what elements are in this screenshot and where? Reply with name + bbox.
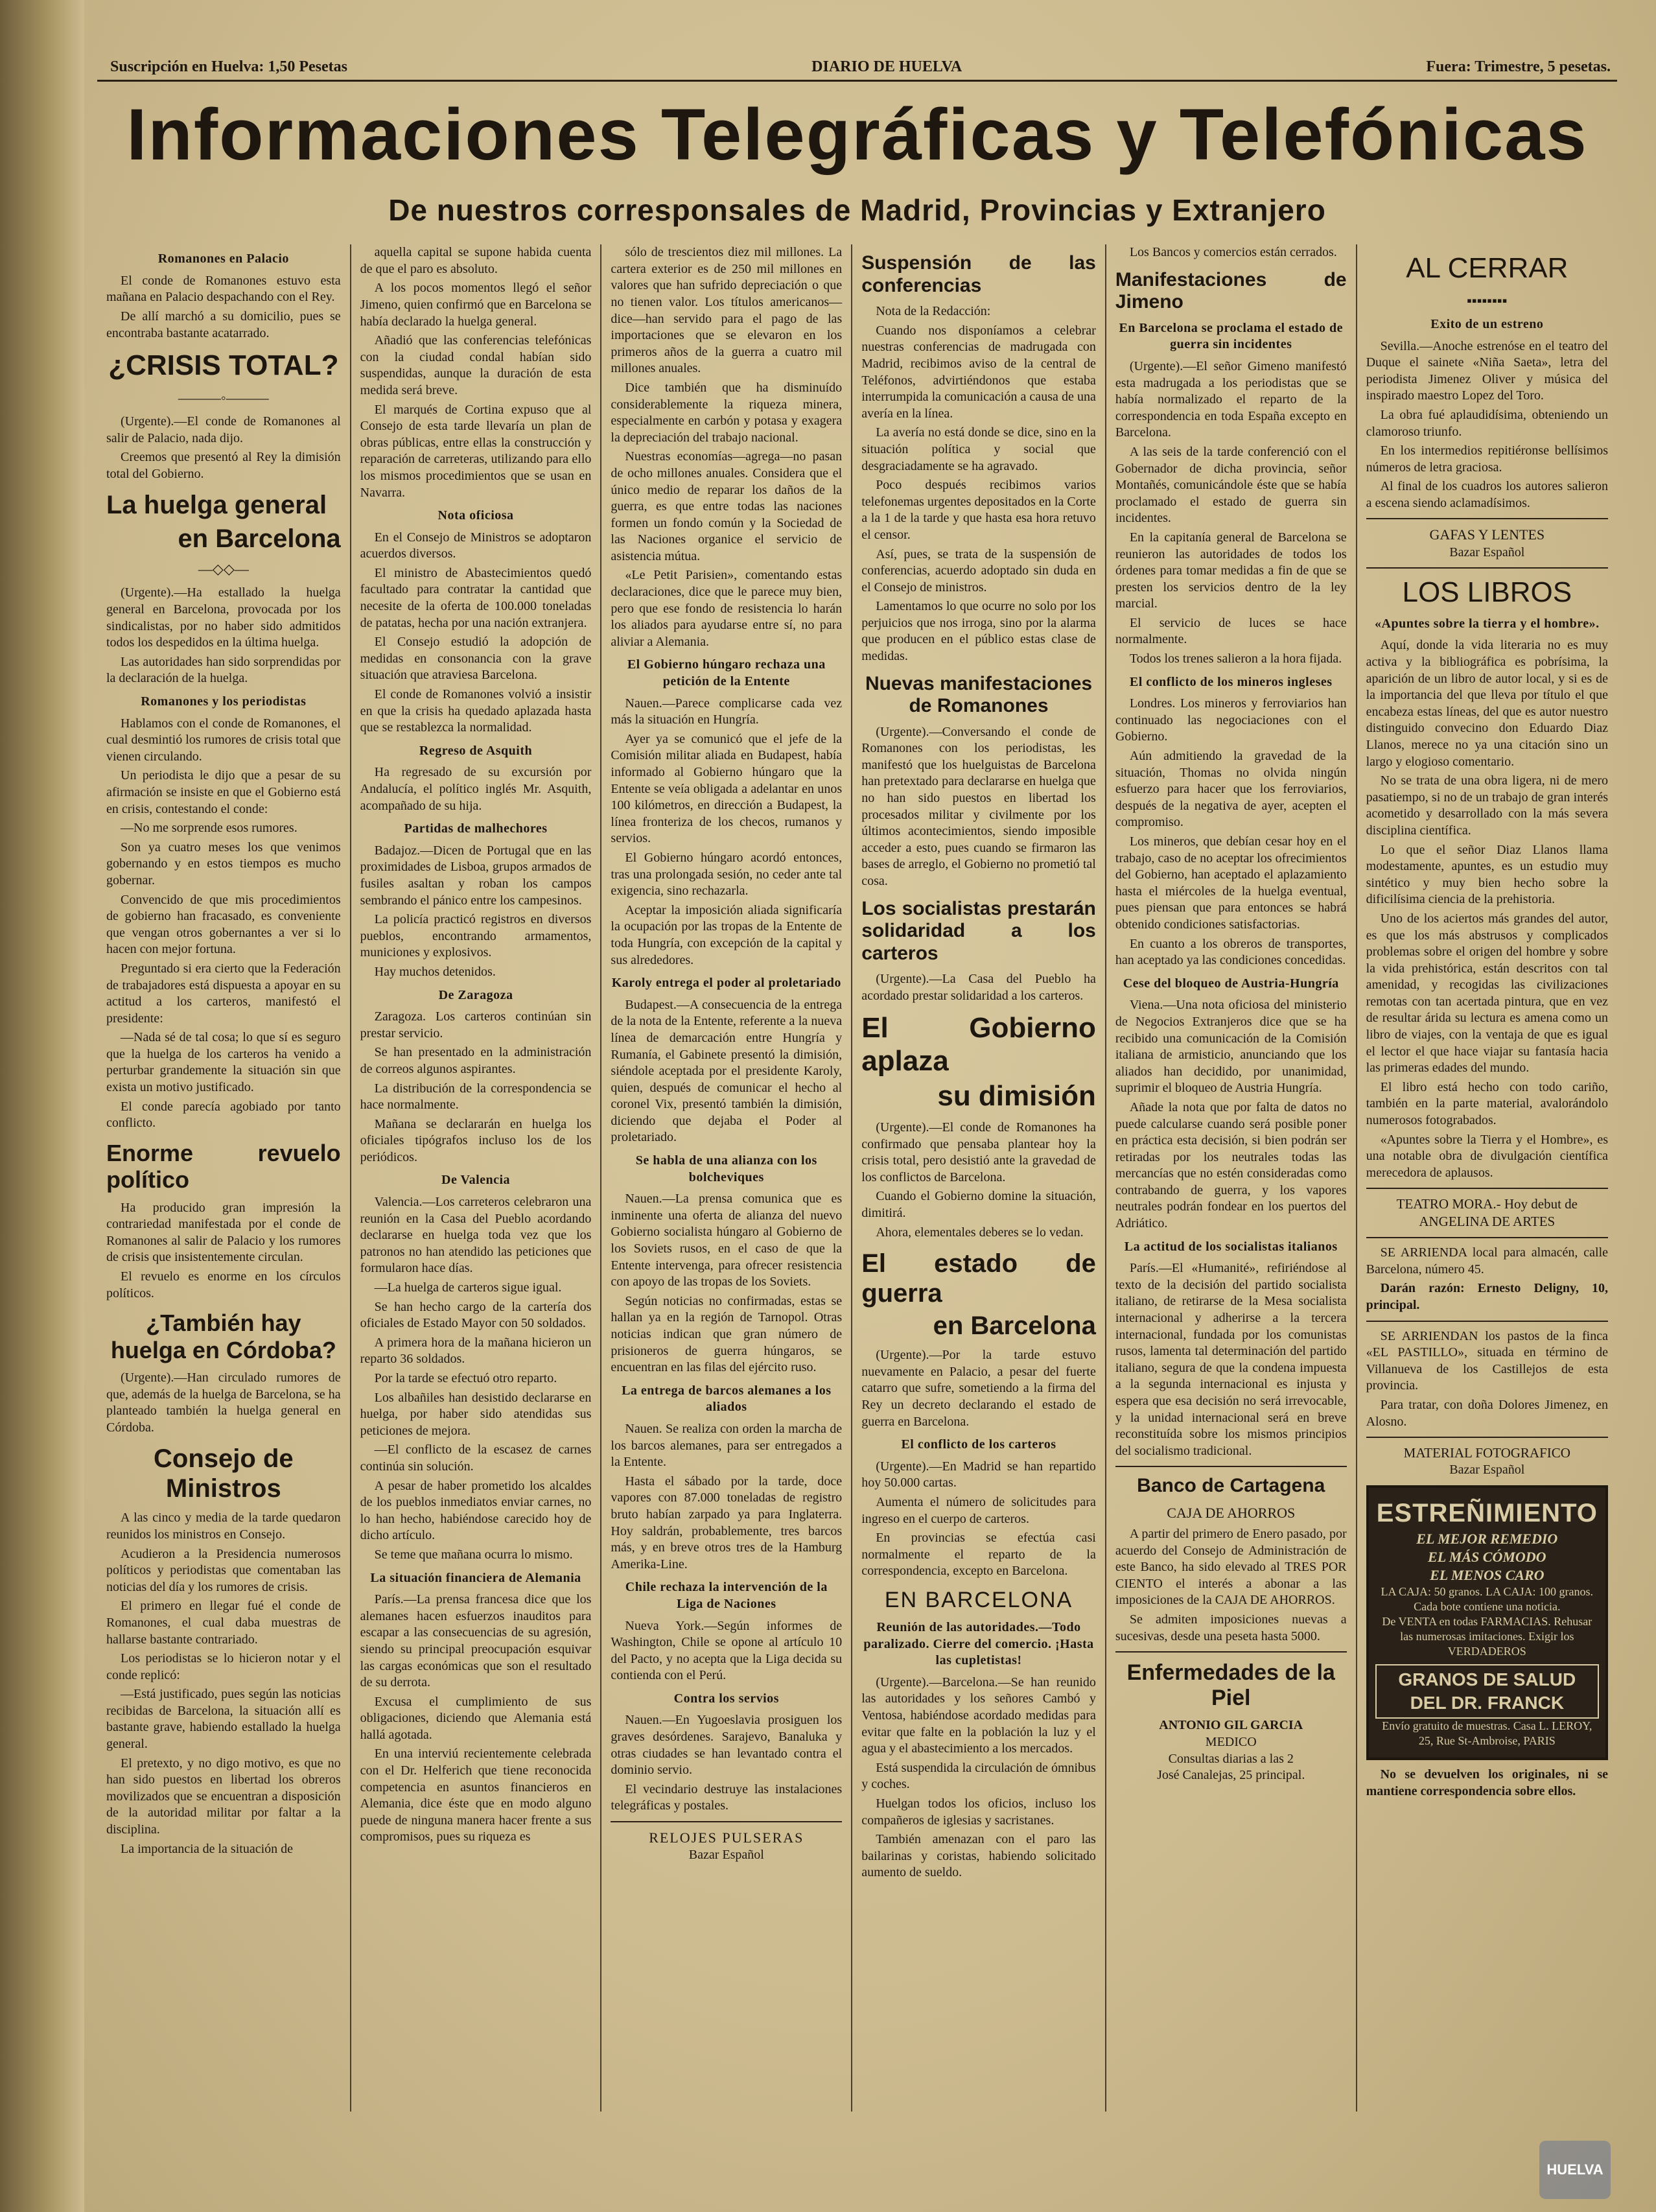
- paragraph: (Urgente).—Por la tarde estuvo nuevamente en Palacio, a pesar del fuerte catarro que sufre, sometiendo a la firma del Rey un decreto declarando el estado de guerra en Barcelona.: [861, 1348, 1096, 1429]
- paragraph: (Urgente).—Barcelona.—Se han reunido las autoridades y los señores Cambó y Ventosa, habiéndose acordado medidas para evitar que falte en la población la luz y el agua y el abastecimiento a los mercados.: [861, 1675, 1096, 1756]
- section-title: Nota oficiosa: [437, 508, 514, 523]
- paragraph: —La huelga de carteros sigue igual.: [374, 1280, 562, 1295]
- paragraph: Uno de los aciertos más grandes del autor, es que los más abstrusos y complicados problemas sobre el origen del hombre y sobre la vida prehistórica, están descritos con tal amenidad, y recogidas las civilizaciones remotas con tan acertada pintura, que en vez de resultar árida su lectura es amena como un libro de viajes, con la ventaja de que es igual el lector el que hace viajar su fantasía hacia las primeras edades del mundo.: [1366, 911, 1608, 1076]
- editorial-notice: No se devuelven los originales, ni se mantiene correspondencia sobre ellos.: [1366, 1767, 1608, 1798]
- paragraph: Budapest.—A consecuencia de la entrega de la nota de la Entente, referente a la nueva línea de demarcación entre Hungría y Rumanía, el Gabinete presentó la dimisión, siéndole aceptada por el presidente Karoly, quien, después de comunicar el hecho al coronel Vix, presentó también la dimisión, diciendo que dejaba el Poder al proletariado.: [611, 997, 843, 1145]
- paragraph: A las seis de la tarde conferenció con el Gobernador de dicha provincia, señor Montañés, comunicándole éste que se había proclamado el estado de guerra sin incidentes.: [1115, 444, 1347, 526]
- column-6: [1357, 244, 1617, 2112]
- column-5: [1106, 244, 1357, 2112]
- paragraph: La obra fué aplaudidísima, obteniendo un clamoroso triunfo.: [1366, 407, 1608, 439]
- paragraph: También amenazan con el paro las bailarinas y coristas, habiendo solicitado aumento de sueldo.: [861, 1832, 1096, 1880]
- paragraph: París.—El «Humanité», refiriéndose al texto de la decisión del partido socialista italiano, de retirarse de la Mesa socialista internacional y adherirse a la tercera internacional, fundada por los comunistas rusos, lamenta tal determinación del partido italiano, segura de que la condena impuesta a la segunda internacional es injusta y espera que esa decisión no será irrevocable, y la unidad internacional será en breve reconstituída sobre los mismos principios del socialismo tradicional.: [1115, 1261, 1347, 1458]
- headline-huelga-line2: en Barcelona: [178, 524, 341, 554]
- paragraph: (Urgente).—El conde de Romanones ha confirmado que pensaba plantear hoy la crisis total, pero desistió ante la gravedad de los conflictos de Barcelona.: [861, 1120, 1096, 1184]
- paragraph: sólo de trescientos diez mil millones. La cartera exterior es de 250 mil millones en valores que han sufrido depreciación o que no tienen valor. Los títulos americanos—dice—han servido para el pago de las importaciones que se elevaron en los primeros años de la guerra a cuatro mil millones anuales.: [611, 245, 843, 376]
- headline-revuelo: Enorme revuelo político: [106, 1139, 341, 1194]
- paragraph: El marqués de Cortina expuso que al Consejo de esta tarde llevaría un plan de obras públicas, entre ellas la construcción y reparación de carreteras, utilizando para ello los mismos procedimientos que se usan en Navarra.: [360, 402, 592, 500]
- paragraph: —No me sorprende esos rumores.: [121, 821, 297, 836]
- paragraph: Nuestras economías—agrega—no pasan de ocho millones anuales. Considera que el único medio de reparar los daños de la guerra, es que entre todas las naciones formen un fondo común y la Sociedad de las Naciones organice el servicio de asistencia mútua.: [611, 449, 843, 563]
- paragraph: El vecindario destruye las instalaciones telegráficas y postales.: [611, 1782, 843, 1813]
- paragraph: Los mineros, que debían cesar hoy en el trabajo, caso de no aceptar los ofrecimientos del Gobierno, han aceptado el aplazamiento hasta el miércoles de la huelga eventual, pues piensan que para entonces se habrá obtenido condiciones satisfactorias.: [1115, 834, 1347, 932]
- section-title: De Zaragoza: [438, 987, 513, 1002]
- headline-al-cerrar: AL CERRAR: [1406, 252, 1569, 285]
- paragraph: (Urgente).—El señor Gimeno manifestó esta madrugada a los periodistas que se había normalizado el reparto de la correspondencia en toda España excepto en Barcelona.: [1115, 359, 1347, 440]
- paragraph: En cuanto a los obreros de transportes, han aceptado ya las condiciones concedidas.: [1115, 936, 1347, 968]
- paragraph: El ministro de Abastecimientos quedó facultado para contratar la cantidad que necesite de la oferta de 100.000 toneladas de patatas, hecha por una nación extranjera.: [360, 565, 592, 630]
- section-title: Karoly entrega el poder al proletariado: [611, 976, 841, 991]
- paragraph: El servicio de luces se hace normalmente.: [1115, 615, 1347, 647]
- divider: [1366, 1188, 1608, 1189]
- paragraph: Ha producido gran impresión la contrariedad manifestada por el conde de Romanones al salir de Palacio y los rumores de crisis que insistentemente circulan.: [106, 1200, 341, 1265]
- headline-consejo: Consejo de Ministros: [154, 1444, 294, 1503]
- paragraph: El Gobierno húngaro acordó entonces, tras una prolongada sesión, no ceder ante tal exigencia, sino rechazarla.: [611, 850, 843, 899]
- column-3: [601, 244, 852, 2112]
- paragraph: Cuando el Gobierno domine la situación, dimitirá.: [861, 1189, 1096, 1221]
- paragraph: Se teme que mañana ocurra lo mismo.: [374, 1547, 573, 1562]
- divider: [1366, 518, 1608, 519]
- paragraph: —Nada sé de tal cosa; lo que sí es seguro que la huelga de los carteros ha venido a perturbar grandemente la situación sin que exista un motivo justificado.: [106, 1030, 341, 1095]
- section-title: La situación financiera de Alemania: [370, 1570, 581, 1585]
- section-title: De Valencia: [441, 1173, 511, 1188]
- paragraph: Se admiten imposiciones nuevas a sucesivas, desde una peseta hasta 5000.: [1115, 1612, 1347, 1643]
- ornament: ▪▪▪▪▪▪▪▪: [1467, 292, 1508, 309]
- section-title: Romanones y los periodistas: [141, 694, 307, 709]
- ad-piel-name: ANTONIO GIL GARCIA: [1159, 1718, 1303, 1733]
- paragraph: Nueva York.—Según informes de Washington, Chile se opone al artículo 10 del Pacto, y no acepta que la Liga decida su contienda con el Perú.: [611, 1618, 843, 1683]
- header-subscription-local: Suscripción en Huelva: 1,50 Pesetas: [110, 58, 347, 75]
- paragraph: (Urgente).—El conde de Romanones al salir de Palacio, nada dijo.: [106, 414, 341, 445]
- section-title: Partidas de malhechores: [404, 821, 548, 836]
- paragraph: La policía practicó registros en diversos pueblos, encontrando armamentos, municiones y explosivos.: [360, 912, 592, 960]
- ad-estrenimiento: [1366, 1485, 1608, 1761]
- page-header: [97, 58, 1617, 82]
- ad-piel-address: José Canalejas, 25 principal.: [1157, 1768, 1305, 1783]
- masthead-title: Informaciones Telegráficas y Telefónicas: [126, 94, 1588, 175]
- ad-teatro: TEATRO MORA.- Hoy debut de ANGELINA DE ARTES: [1396, 1196, 1578, 1230]
- paragraph: Ha regresado de su excursión por Andalucía, el político inglés Mr. Asquith, acompañado de su hija.: [360, 765, 592, 813]
- section-title: El Gobierno húngaro rechaza una petición de la Entente: [627, 657, 826, 689]
- section-title: La entrega de barcos alemanes a los aliados: [622, 1383, 832, 1415]
- paragraph: En el Consejo de Ministros se adoptaron acuerdos diversos.: [360, 530, 592, 561]
- header-subscription-outside: Fuera: Trimestre, 5 pesetas.: [1426, 58, 1611, 75]
- paragraph: Nauen.—Parece complicarse cada vez más la situación en Hungría.: [611, 696, 843, 727]
- paragraph: El libro está hecho con todo cariño, también en la parte material, avalorándolo numerosos fotograbados.: [1366, 1079, 1608, 1128]
- headline-socialistas: Los socialistas prestarán solidaridad a los carteros: [861, 897, 1096, 964]
- paragraph: (Urgente).—En Madrid se han repartido hoy 50.000 cartas.: [861, 1459, 1096, 1490]
- paragraph: «Apuntes sobre la Tierra y el Hombre», es una notable obra de divulgación científica merecedora de aplausos.: [1366, 1132, 1608, 1180]
- paragraph: (Urgente).—Conversando el conde de Romanones con los periodistas, les manifestó que los huelguistas de Barcelona han pretextado para declararse en huelga que no han sido puestos en libertad los procesados militar y civilmente por los últimos acontecimientos, siendo imposible acceder a esto, pues cuando se firmaron las bases de arreglo, el Gobierno no prometió tal cosa.: [861, 724, 1096, 888]
- divider: [1366, 1237, 1608, 1238]
- paragraph: Nota de la Redacción:: [876, 304, 991, 319]
- headline-en-barcelona: EN BARCELONA: [884, 1587, 1073, 1612]
- ad-foto: MATERIAL FOTOGRAFICO: [1403, 1445, 1570, 1461]
- paragraph: Así, pues, se trata de la suspensión de conferencias, acuerdo adoptado sin duda en el Consejo de ministros.: [861, 547, 1096, 594]
- ad-estrenimiento-line: EL MENOS CARO: [1430, 1567, 1545, 1584]
- paragraph: Mañana se declararán en huelga los oficiales tipógrafos incluso los de los periódicos.: [360, 1116, 592, 1164]
- headline-estado-line2: en Barcelona: [933, 1312, 1096, 1341]
- headline-los-libros: LOS LIBROS: [1402, 576, 1572, 609]
- paragraph: En los intermedios repitiéronse bellísimos números de letra graciosa.: [1366, 443, 1608, 475]
- headline-suspension: Suspensión de las conferencias: [861, 252, 1096, 296]
- ad-banco-subtitle: CAJA DE AHORROS: [1167, 1504, 1296, 1521]
- paragraph: Cuando nos disponíamos a celebrar nuestras conferencias de madrugada con Madrid, recibimos aviso de la central de Teléfonos, advirtiéndonos que estaba interrumpida la comunicación a causa de una avería en la línea.: [861, 323, 1096, 421]
- paragraph: (Urgente).—Ha estallado la huelga general en Barcelona, provocada por los sindicalistas, por no haber sido admitidos todos los despedidos en la última huelga.: [106, 585, 341, 650]
- ad-relojes: RELOJES PULSERAS: [649, 1830, 804, 1846]
- paragraph: Aumenta el número de solicitudes para ingreso en el cuerpo de carteros.: [861, 1494, 1096, 1526]
- paragraph: Un periodista le dijo que a pesar de su afirmación se insiste en que el Gobierno está en crisis, contestando el conde:: [106, 768, 341, 816]
- paragraph: El pretexto, y no digo motivo, es que no han sido puestos en libertad los obreros movilizados que se encuentran a disposición de la autoridad militar por faltar a la disciplina.: [106, 1756, 341, 1837]
- ad-piel-profession: MEDICO: [1205, 1734, 1257, 1749]
- classified-ad: Darán razón: Ernesto Deligny, 10, principal.: [1366, 1281, 1608, 1312]
- classified-ad: Para tratar, con doña Dolores Jimenez, en Alosno.: [1366, 1397, 1608, 1429]
- archive-stamp: HUELVA: [1539, 2141, 1611, 2199]
- paragraph: Convencido de que mis procedimientos de gobierno han fracasado, es conveniente que vengan otros gobernantes a ver si lo hacen con mejor fortuna.: [106, 892, 341, 957]
- section-title: La actitud de los socialistas italianos: [1124, 1239, 1338, 1254]
- ad-estrenimiento-line: EL MÁS CÓMODO: [1428, 1548, 1546, 1565]
- headline-aplaza-line2: su dimisión: [937, 1080, 1096, 1112]
- headline-huelga-line1: La huelga general: [106, 491, 327, 520]
- ad-gafas-store: Bazar Español: [1449, 545, 1525, 559]
- paragraph: Poco después recibimos varios telefonemas urgentes depositados en la Corte a la 1 de la tarde y que hasta esa hora retuvo el censor.: [861, 478, 1096, 542]
- paragraph: Según noticias no confirmadas, estas se hallan ya en la región de Tarnopol. Otras noticias indican que gran número de prisioneros de guerra húngaros, se encuentran en las filas del ejército ruso.: [611, 1293, 843, 1375]
- paragraph: (Urgente).—La Casa del Pueblo ha acordado prestar solidaridad a los carteros.: [861, 972, 1096, 1003]
- paragraph: Añadió que las conferencias telefónicas con la ciudad condal habían sido suspendidas, aunque la duración de esta medida será breve.: [360, 333, 592, 397]
- paragraph: Nauen.—La prensa comunica que es inminente una oferta de alianza del nuevo Gobierno socialista húngaro al Gobierno de los Soviets rusos, en el caso de que la Entente intervenga, para ofrecer resistencia con apoyo de las tropas de los Soviets.: [611, 1192, 843, 1289]
- paragraph: El conde parecía agobiado por tanto conflicto.: [106, 1099, 341, 1131]
- paragraph: Viena.—Una nota oficiosa del ministerio de Negocios Extranjeros dice que se ha recibido una comunicación de la Comisión italiana de armisticio, anunciando que los aliados han decidido, por unanimidad, suprimir el bloqueo de Austria Hungría.: [1115, 998, 1347, 1096]
- paragraph: El conde de Romanones volvió a insistir en que la crisis ha quedado aplazada hasta que se restablezca la normalidad.: [360, 687, 592, 735]
- binding-gutter: [0, 0, 84, 2212]
- paragraph: Los periodistas se lo hicieron notar y el conde replicó:: [106, 1651, 341, 1682]
- section-title: Romanones en Palacio: [157, 252, 289, 266]
- paragraph: Los albañiles han desistido declararse en huelga, por haber sido atendidas sus peticiones de mejora.: [360, 1390, 592, 1438]
- section-title: Chile rechaza la intervención de la Liga de Naciones: [625, 1580, 828, 1611]
- paragraph: En la capitanía general de Barcelona se reunieron las autoridades de todos los órdenes para tomar medidas a fin de que se presten los servicios dentro de la ley marcial.: [1115, 530, 1347, 611]
- column-2: [351, 244, 602, 2112]
- paragraph: Zaragoza. Los carteros continúan sin prestar servicio.: [360, 1009, 592, 1041]
- ad-banco-title: Banco de Cartagena: [1137, 1475, 1325, 1497]
- ad-estrenimiento-line: EL MEJOR REMEDIO: [1416, 1530, 1558, 1547]
- divider: [1115, 1651, 1347, 1653]
- paragraph: De allí marchó a su domicilio, pues se encontraba bastante acatarrado.: [106, 309, 341, 340]
- ad-piel-title: Enfermedades de la Piel: [1126, 1660, 1335, 1711]
- paragraph: Preguntado si era cierto que la Federación de trabajadores está dispuesta a apoyar en su actitud a los carteros, manifestó el presidente:: [106, 961, 341, 1026]
- paragraph: El Consejo estudió la adopción de medidas en consonancia con la grave situación que atraviesa Barcelona.: [360, 635, 592, 683]
- paragraph: aquella capital se supone habida cuenta de que el paro es absoluto.: [360, 245, 592, 276]
- paragraph: Ayer ya se comunicó que el jefe de la Comisión militar aliada en Budapest, había informado al Gobierno húngaro que la Entente se veía obligada a adelantar en unos 100 kilómetros, en dirección a Budapest, la línea fronteriza de los checos, rumanos y servios.: [611, 731, 843, 846]
- paragraph: Hay muchos detenidos.: [374, 964, 496, 979]
- paragraph: Excusa el cumplimiento de sus obligaciones, diciendo que Alemania está hallá agotada.: [360, 1694, 592, 1742]
- divider: [1366, 567, 1608, 569]
- paragraph: París.—La prensa francesa dice que los alemanes hacen esfuerzos inauditos para escapar a las consecuencias de su agresión, siendo su principal preocupación esquivar las cargas económicas que son el resultado de su derrota.: [360, 1592, 592, 1690]
- paragraph: A las cinco y media de la tarde quedaron reunidos los ministros en Consejo.: [106, 1511, 341, 1542]
- ad-piel-hours: Consultas diarias a las 2: [1168, 1751, 1294, 1766]
- paragraph: Aceptar la imposición aliada significaría la ocupación por las tropas de la Entente de toda Hungría, con excepción de la capital y sus alrededores.: [611, 902, 843, 967]
- ad-estrenimiento-brand: GRANOS DE SALUD DEL DR. FRANCK: [1375, 1664, 1599, 1719]
- paragraph: «Le Petit Parisien», comentando estas declaraciones, dice que le parece muy bien, pero que ese fondo de resistencia lo harán los aliados para ayudarse entre sí, no para aliviar a Alemania.: [611, 568, 843, 649]
- paragraph: Sevilla.—Anoche estrenóse en el teatro del Duque el sainete «Niña Saeta», letra del periodista Jimenez Oliver y música del inspirado maestro Lopez del Toro.: [1366, 338, 1608, 403]
- ad-estrenimiento-line: Envío gratuito de muestras. Casa L. LEROY, 25, Rue St-Ambroise, PARIS: [1382, 1719, 1592, 1748]
- paragraph: El conde de Romanones estuvo esta mañana en Palacio despachando con el Rey.: [106, 273, 341, 305]
- paragraph: Ahora, elementales deberes se lo vedan.: [876, 1225, 1084, 1240]
- paragraph: A pesar de haber prometido los alcaldes de los pueblos inmediatos enviar carnes, no lo han hecho, habiéndose carecido hoy de dicho artículo.: [360, 1478, 592, 1543]
- paragraph: Badajoz.—Dicen de Portugal que en las proximidades de Lisboa, grupos armados de fusiles asaltan y roban los campos sembrando el pánico entre los campesinos.: [360, 843, 592, 908]
- paragraph: A primera hora de la mañana hicieron un reparto 36 soldados.: [360, 1335, 592, 1367]
- section-title: Cese del bloqueo de Austria-Hungría: [1123, 976, 1339, 991]
- ornament: —◇◇—: [198, 561, 249, 578]
- masthead-subtitle: De nuestros corresponsales de Madrid, Provincias y Extranjero: [388, 193, 1326, 228]
- paragraph: Las autoridades han sido sorprendidas por la declaración de la huelga.: [106, 654, 341, 686]
- paragraph: Lo que el señor Diaz Llanos llama modestamente, apuntes, es un estudio muy sintético y muy bien hecho sobre la dificilísima ciencia de la prehistoria.: [1366, 842, 1608, 907]
- paragraph: —El conflicto de la escasez de carnes continúa sin solución.: [360, 1442, 592, 1474]
- divider: [611, 1821, 842, 1822]
- paragraph: La importancia de la situación de: [121, 1841, 294, 1856]
- paragraph: El primero en llegar fué el conde de Romanones, el cual daba muestras de hallarse bastante contrariado.: [106, 1599, 341, 1647]
- paragraph: Todos los trenes salieron a la hora fijada.: [1129, 652, 1342, 666]
- paragraph: A los pocos momentos llegó el señor Jimeno, quien confirmó que en Barcelona se había declarado la huelga general.: [360, 281, 592, 329]
- paragraph: Valencia.—Los carreteros celebraron una reunión en la Casa del Pueblo acordando declararse en huelga toda vez que los patronos no han atendido las peticiones que formularon hace días.: [360, 1195, 592, 1276]
- ornament: ———◦———: [178, 389, 269, 406]
- column-4: [852, 244, 1106, 2112]
- paragraph: Hasta el sábado por la tarde, doce vapores con 87.000 toneladas de registro bruto habían zarpado ya para Inglaterra. Hoy saldrán, probablemente, tres barcos más, y en breve otros tres de la Hamburg Amerika-Line.: [611, 1474, 843, 1571]
- paragraph: Nauen.—En Yugoeslavia prosiguen los graves desórdenes. Sarajevo, Banaluka y otras ciudades se han levantado contra el dominio servio.: [611, 1713, 843, 1778]
- paragraph: Los Bancos y comercios están cerrados.: [1129, 245, 1337, 260]
- ad-foto-store: Bazar Español: [1449, 1462, 1525, 1477]
- section-title: El conflicto de los mineros ingleses: [1129, 674, 1333, 689]
- article-columns: [97, 244, 1617, 2112]
- paragraph: Huelgan todos los oficios, incluso los compañeros de iglesias y sacristanes.: [861, 1796, 1096, 1828]
- divider: [1366, 1321, 1608, 1322]
- paragraph: Creemos que presentó al Rey la dimisión total del Gobierno.: [106, 450, 341, 481]
- paragraph: El revuelo es enorme en los círculos políticos.: [106, 1269, 341, 1300]
- paragraph: —Está justificado, pues según las noticias recibidas de Barcelona, la situación allí es bastante grave, habiendo estallado la huelga general.: [106, 1687, 341, 1752]
- paragraph: Por la tarde se efectuó otro reparto.: [374, 1371, 557, 1385]
- paragraph: La avería no está donde se dice, sino en la situación política y social que desgraciadamente se ha agravado.: [861, 425, 1096, 473]
- paragraph: Son ya cuatro meses los que venimos gobernando y en estos tiempos es mucho gobernar.: [106, 840, 341, 888]
- headline-cordoba: ¿También hay huelga en Córdoba?: [110, 1310, 336, 1363]
- ad-gafas: GAFAS Y LENTES: [1429, 526, 1545, 543]
- ad-estrenimiento-line: De VENTA en todas FARMACIAS. Rehusar las numerosas imitaciones. Exigir los VERDADEROS: [1382, 1615, 1592, 1658]
- paragraph: Acudieron a la Presidencia numerosos políticos y periodistas que comentaban las noticias del día y los rumores de crisis.: [106, 1546, 341, 1594]
- paragraph: Londres. Los mineros y ferroviarios han continuado las negociaciones con el Gobierno.: [1115, 696, 1347, 744]
- paragraph: Se han presentado en la administración de correos algunos aspirantes.: [360, 1045, 592, 1076]
- classified-ad: SE ARRIENDAN los pastos de la finca «EL PASTILLO», situada en término de Villanueva de los Castillejos de esta provincia.: [1366, 1328, 1608, 1393]
- section-title: Reunión de las autoridades.—Todo paralizado. Cierre del comercio. ¡Hasta las cupletistas!: [863, 1620, 1094, 1668]
- paragraph: Lamentamos lo que ocurre no solo por los perjuicios que nos irroga, sino por la alarma que producen en el público estas clase de medidas.: [861, 599, 1096, 664]
- paragraph: Añade la nota que por falta de datos no puede calcularse cuando será posible poner en práctica esta decisión, si bien podrán ser retiradas por los neutrales todas las mercancías que no estén consideradas como contrabando de guerra, y los vapores neutrales podrán fondear en los puertos del Adriático.: [1115, 1100, 1347, 1231]
- section-title: Contra los servios: [673, 1691, 779, 1706]
- paragraph: Está suspendida la circulación de ómnibus y coches.: [861, 1760, 1096, 1792]
- section-title: En Barcelona se proclama el estado de guerra sin incidentes: [1119, 320, 1343, 352]
- ad-estrenimiento-line: LA CAJA: 50 granos. LA CAJA: 100 granos. Cada bote contiene una noticia.: [1381, 1585, 1594, 1614]
- column-1: [97, 244, 351, 2112]
- paragraph: Aquí, donde la vida literaria no es muy activa y la bibliográfica es pobrísima, la aparición de un libro de autor local, y si es de la importancia del que lleva por título el que encabeza estas líneas, del que es autor nuestro distinguido convecino don Eduardo Diaz Llanos, merece no ya una citación sino un largo y elogioso comentario.: [1366, 638, 1608, 769]
- divider: [1366, 1437, 1608, 1438]
- section-title: El conflicto de los carteros: [901, 1437, 1056, 1452]
- ad-relojes-store: Bazar Español: [688, 1848, 764, 1863]
- paragraph: En provincias se efectúa casi normalmente el reparto de la correspondencia, excepto en Barcelona.: [861, 1531, 1096, 1579]
- headline-estado-line1: El estado de guerra: [861, 1249, 1096, 1308]
- headline-aplaza-line1: El Gobierno aplaza: [861, 1012, 1096, 1077]
- ad-estrenimiento-title: ESTREÑIMIENTO: [1376, 1498, 1598, 1527]
- paragraph: Nauen. Se realiza con orden la marcha de los barcos alemanes, para ser entregados a la Entente.: [611, 1421, 843, 1470]
- paragraph: A partir del primero de Enero pasado, por acuerdo del Consejo de Administración de este Banco, ha sido elevado al TRES POR CIENTO el interés a abonar a las imposiciones de la CAJA DE AHORROS.: [1115, 1527, 1347, 1608]
- headline-jimeno: Manifestaciones de Jimeno: [1115, 268, 1347, 313]
- section-title: «Apuntes sobre la tierra y el hombre».: [1375, 616, 1600, 631]
- paragraph: No se trata de una obra ligera, ni de mero pasatiempo, si no de un trabajo de gran interés acometido y desarrollado con la más severa disciplina científica.: [1366, 773, 1608, 838]
- paragraph: (Urgente).—Han circulado rumores de que, además de la huelga de Barcelona, se ha planteado también la huelga general en Córdoba.: [106, 1370, 341, 1435]
- headline-crisis: ¿CRISIS TOTAL?: [108, 349, 339, 382]
- classified-ad: SE ARRIENDA local para almacén, calle Barcelona, número 45.: [1366, 1245, 1608, 1277]
- header-newspaper-name: DIARIO DE HUELVA: [811, 58, 962, 75]
- paragraph: Se han hecho cargo de la cartería dos oficiales de Estado Mayor con 50 soldados.: [360, 1299, 592, 1331]
- paragraph: Aún admitiendo la gravedad de la situación, Thomas no olvida ningún esfuerzo para hacer que los ferroviarios, después de la negativa de ayer, acepten el compromiso.: [1115, 749, 1347, 830]
- headline-manifestaciones: Nuevas manifestaciones de Romanones: [865, 672, 1093, 717]
- paragraph: Dice también que ha disminuído considerablemente la riqueza minera, especialmente en carbón y potasa y exagera la depreciación del trabajo nacional.: [611, 380, 843, 445]
- paragraph: Al final de los cuadros los autores salieron a escena siendo aclamadísimos.: [1366, 479, 1608, 510]
- section-title: Regreso de Asquith: [419, 743, 533, 758]
- section-title: Exito de un estreno: [1430, 316, 1544, 331]
- paragraph: Hablamos con el conde de Romanones, el cual desmintió los rumores de crisis total que vienen circulando.: [106, 716, 341, 764]
- divider: [1115, 1466, 1347, 1467]
- section-title: Se habla de una alianza con los bolcheviques: [635, 1153, 817, 1184]
- paragraph: La distribución de la correspondencia se hace normalmente.: [360, 1081, 592, 1112]
- paragraph: En una interviú recientemente celebrada con el Dr. Helferich que tiene reconocida competencia en asuntos financieros en Alemania, dice éste que en modo alguno puede de ninguna manera hacer frente a sus compromisos, pues su riqueza es: [360, 1747, 592, 1844]
